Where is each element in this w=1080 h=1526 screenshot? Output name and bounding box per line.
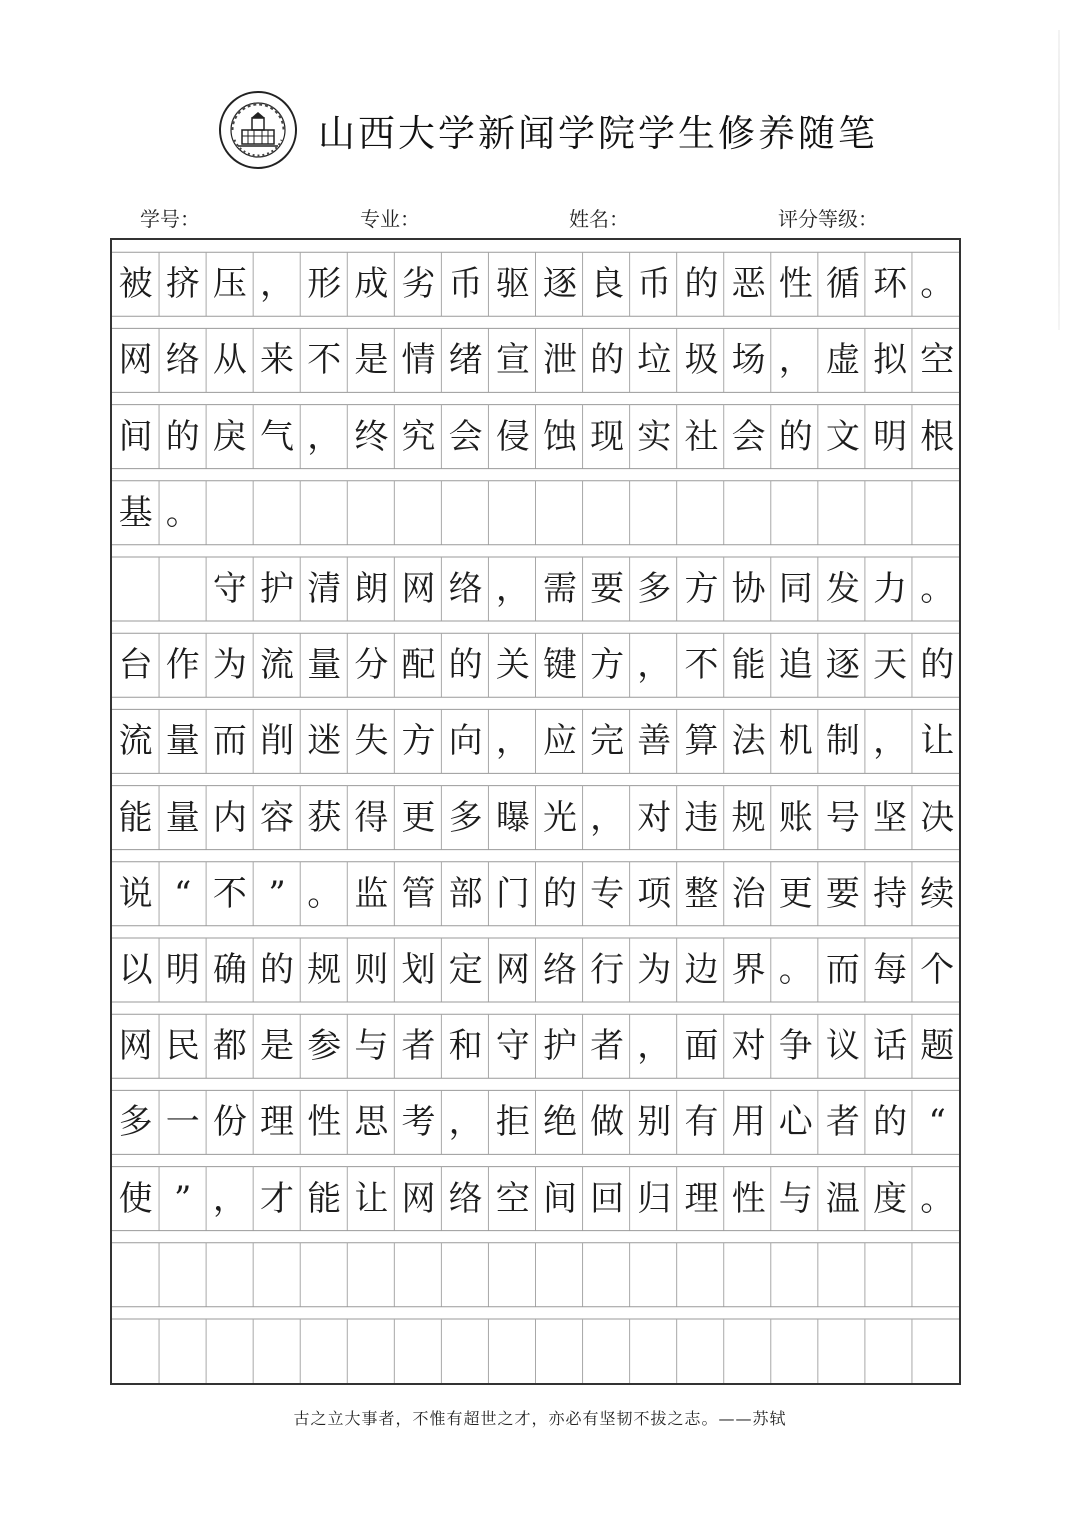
essay-char	[206, 481, 253, 545]
essay-char: 网	[401, 569, 436, 609]
essay-char: 究	[401, 416, 436, 457]
essay-char: 归	[637, 1178, 672, 1219]
essay-char: 参	[307, 1026, 342, 1067]
essay-char: 光	[542, 797, 577, 838]
essay-char: 性	[731, 1178, 766, 1219]
essay-char	[442, 1243, 489, 1307]
essay-char: 治	[731, 873, 766, 914]
essay-char: 压	[212, 264, 247, 305]
essay-char: 有	[684, 1102, 719, 1143]
essay-char: 更	[401, 797, 436, 838]
essay-char: 让	[354, 1178, 389, 1219]
essay-char: 络	[448, 1178, 483, 1219]
essay-char: 明	[873, 416, 908, 457]
essay-char	[772, 1319, 819, 1383]
essay-char	[867, 1243, 914, 1307]
essay-char: 以	[118, 950, 153, 990]
essay-char: 容	[260, 797, 295, 838]
essay-char: 被	[118, 264, 153, 305]
essay-char: 。	[307, 873, 342, 914]
essay-char: 个	[920, 950, 955, 990]
essay-char: 能	[731, 645, 766, 686]
essay-char: 配	[401, 645, 436, 686]
essay-char: 理	[260, 1102, 295, 1143]
essay-char: 现	[590, 416, 625, 457]
essay-char: 对	[637, 797, 672, 838]
essay-char: “	[174, 873, 192, 914]
essay-char: 度	[873, 1178, 908, 1219]
essay-char: 量	[165, 797, 200, 838]
essay-char	[631, 481, 678, 545]
essay-char: 部	[448, 873, 483, 914]
essay-char: 获	[307, 797, 342, 838]
essay-char: 挤	[165, 264, 200, 305]
essay-char: 温	[825, 1178, 860, 1219]
essay-char: 坚	[873, 797, 908, 838]
essay-char: 削	[260, 721, 295, 762]
essay-char: 决	[920, 797, 955, 838]
essay-char: 绪	[448, 340, 483, 381]
essay-char: 情	[401, 340, 436, 381]
essay-char: 圾	[684, 340, 719, 381]
essay-char: 追	[778, 645, 813, 686]
essay-char: 而	[825, 950, 860, 990]
essay-char: 空	[920, 340, 955, 381]
essay-char: ”	[268, 873, 286, 914]
essay-char: 用	[731, 1102, 766, 1143]
essay-char	[819, 1319, 866, 1383]
essay-char: 力	[873, 569, 908, 609]
essay-char: 做	[590, 1102, 625, 1143]
essay-char: 份	[212, 1102, 247, 1143]
essay-char: 与	[778, 1178, 813, 1219]
essay-char: 需	[542, 569, 577, 609]
essay-char: 一	[165, 1102, 200, 1143]
essay-char	[348, 1243, 395, 1307]
essay-char	[253, 1319, 300, 1383]
essay-char: 从	[212, 340, 247, 381]
essay-char: 不	[212, 873, 247, 914]
essay-char: 管	[401, 873, 436, 914]
essay-char: 泄	[542, 340, 577, 381]
essay-char	[536, 1243, 583, 1307]
essay-char: 发	[825, 569, 860, 609]
grade-label: 评分等级：	[778, 207, 878, 231]
essay-char	[631, 1243, 678, 1307]
essay-char: 同	[778, 569, 813, 609]
essay-char: 形	[307, 264, 342, 305]
essay-char: 场	[731, 340, 766, 381]
essay-char: 行	[590, 950, 625, 990]
footer-quote: 古之立大事者，不惟有超世之才，亦必有坚韧不拔之志。——苏轼	[293, 1409, 787, 1428]
essay-char	[253, 1243, 300, 1307]
essay-char	[395, 1319, 442, 1383]
essay-char: 网	[118, 1026, 153, 1067]
essay-char: 气	[260, 416, 295, 457]
essay-char: 得	[354, 797, 389, 838]
essay-char: 清	[307, 569, 342, 609]
essay-char: 循	[825, 264, 860, 305]
essay-char: 文	[825, 416, 860, 457]
student-id-label: 学号：	[140, 207, 200, 231]
scan-edge-artifact	[1058, 30, 1060, 330]
essay-char	[867, 1319, 914, 1383]
essay-char: 护	[542, 1026, 577, 1067]
essay-char: 根	[920, 416, 955, 457]
essay-char: 让	[920, 721, 955, 762]
essay-char: 向	[448, 721, 483, 762]
essay-char: 要	[825, 873, 860, 914]
essay-char: 驱	[495, 264, 530, 305]
essay-char	[584, 1243, 631, 1307]
essay-char	[348, 1319, 395, 1383]
essay-char: 制	[825, 721, 860, 762]
essay-char: 定	[448, 950, 483, 990]
essay-char	[678, 1319, 725, 1383]
essay-char: 良	[590, 264, 625, 305]
essay-char: 间	[542, 1178, 577, 1219]
essay-char: 续	[920, 873, 955, 914]
essay-char: 的	[873, 1102, 908, 1143]
essay-line	[112, 786, 959, 850]
essay-char	[395, 1243, 442, 1307]
essay-char	[536, 1319, 583, 1383]
essay-char: 逐	[825, 645, 860, 686]
essay-char: 戾	[212, 416, 247, 457]
essay-char: 不	[307, 340, 342, 381]
essay-char: 恶	[731, 264, 766, 305]
essay-char: 边	[684, 950, 719, 990]
essay-char: 应	[542, 721, 577, 762]
essay-char: 的	[684, 264, 719, 305]
essay-char: 每	[873, 950, 908, 990]
essay-char: 能	[307, 1178, 342, 1219]
essay-char: 络	[542, 950, 577, 990]
essay-char: 的	[590, 340, 625, 381]
essay-char	[301, 1243, 348, 1307]
essay-char	[584, 481, 631, 545]
essay-char: 对	[731, 1026, 766, 1067]
essay-char: 侵	[495, 416, 530, 457]
essay-char: ，	[448, 1102, 483, 1143]
essay-line	[112, 557, 959, 621]
essay-char: 作	[165, 645, 200, 686]
essay-char: ，	[495, 721, 530, 762]
essay-char: 护	[260, 569, 295, 609]
essay-char: 环	[873, 264, 908, 305]
essay-char: 多	[448, 797, 483, 838]
essay-char: ，	[778, 340, 813, 381]
essay-line	[112, 1090, 959, 1154]
essay-char: 。	[165, 492, 200, 533]
essay-char: 协	[731, 569, 766, 609]
essay-char: 币	[448, 264, 483, 305]
essay-char: 间	[118, 416, 153, 457]
essay-char: 项	[637, 873, 672, 914]
essay-char: 争	[778, 1026, 813, 1067]
essay-char: 朗	[354, 569, 389, 609]
essay-char: 网	[118, 340, 153, 381]
essay-char	[206, 1319, 253, 1383]
essay-char: 终	[354, 416, 389, 457]
essay-char	[159, 1243, 206, 1307]
essay-char	[442, 481, 489, 545]
essay-line	[112, 709, 959, 773]
essay-char: 台	[118, 645, 153, 686]
essay-char: 空	[495, 1178, 530, 1219]
essay-char: 与	[354, 1026, 389, 1067]
essay-char: ”	[174, 1178, 192, 1219]
essay-char: 失	[354, 721, 389, 762]
major-label: 专业：	[360, 207, 420, 231]
essay-char: 虚	[825, 340, 860, 381]
essay-char	[159, 1319, 206, 1383]
essay-line	[112, 1319, 959, 1383]
essay-char: 的	[778, 416, 813, 457]
essay-char: 网	[495, 950, 530, 990]
essay-char: 流	[118, 721, 153, 762]
essay-char: 络	[165, 340, 200, 381]
essay-line	[112, 938, 959, 1002]
essay-char: 都	[212, 1026, 247, 1067]
essay-char: 回	[590, 1178, 625, 1219]
essay-char: 性	[307, 1102, 342, 1143]
essay-char: 拟	[873, 340, 908, 381]
essay-char	[914, 1243, 961, 1307]
essay-char: 网	[401, 1178, 436, 1219]
essay-char: 界	[731, 950, 766, 990]
essay-char: 要	[590, 569, 625, 609]
essay-char	[442, 1319, 489, 1383]
essay-char	[914, 1319, 961, 1383]
essay-char	[584, 1319, 631, 1383]
essay-char: 社	[684, 416, 719, 457]
essay-char: 。	[778, 950, 813, 990]
essay-char: 的	[542, 873, 577, 914]
essay-char: 违	[684, 797, 719, 838]
essay-char: 则	[354, 950, 389, 990]
essay-char: 者	[590, 1026, 625, 1067]
essay-char: 和	[448, 1026, 483, 1067]
essay-char: 账	[778, 797, 813, 838]
essay-char: 考	[401, 1102, 436, 1143]
name-label: 姓名：	[569, 207, 629, 231]
essay-char: 的	[920, 645, 955, 686]
essay-char	[678, 481, 725, 545]
essay-char: 实	[637, 416, 672, 457]
essay-char	[914, 481, 961, 545]
essay-char: ，	[637, 645, 672, 686]
essay-char	[489, 1319, 536, 1383]
essay-line	[112, 1167, 959, 1231]
essay-char	[725, 1319, 772, 1383]
essay-char: 守	[212, 569, 247, 609]
essay-char: 绝	[542, 1102, 577, 1143]
essay-char: 不	[684, 645, 719, 686]
essay-char	[489, 1243, 536, 1307]
essay-char: 基	[118, 492, 153, 533]
essay-char: 心	[778, 1102, 813, 1143]
essay-char: 别	[637, 1102, 672, 1143]
essay-char: 多	[118, 1102, 153, 1143]
essay-char: 者	[825, 1102, 860, 1143]
essay-char: 拒	[495, 1102, 530, 1143]
essay-char: 机	[778, 721, 813, 762]
essay-char: 民	[165, 1026, 200, 1067]
essay-char	[489, 481, 536, 545]
essay-char: 而	[212, 721, 247, 762]
essay-char: 络	[448, 569, 483, 609]
essay-char: 善	[637, 721, 672, 762]
essay-char: 性	[778, 264, 813, 305]
essay-char: ，	[590, 797, 625, 838]
essay-char: 更	[778, 873, 813, 914]
essay-char: 是	[260, 1026, 295, 1067]
essay-char	[301, 1319, 348, 1383]
writing-grid-sheet	[110, 238, 961, 1385]
essay-char	[867, 481, 914, 545]
essay-char: 方	[590, 645, 625, 686]
essay-char	[112, 1243, 159, 1307]
essay-char: “	[928, 1102, 946, 1143]
essay-char: 说	[118, 873, 153, 914]
essay-char	[206, 1243, 253, 1307]
essay-char: 币	[637, 264, 672, 305]
essay-line	[112, 405, 959, 469]
essay-char: 监	[354, 873, 389, 914]
essay-char	[112, 1319, 159, 1383]
essay-char	[631, 1319, 678, 1383]
essay-char: 持	[873, 873, 908, 914]
essay-char: ，	[260, 264, 295, 305]
essay-char: 算	[684, 721, 719, 762]
essay-char: 垃	[637, 340, 672, 381]
essay-line	[112, 252, 959, 316]
essay-char: ，	[873, 721, 908, 762]
essay-char: 的	[260, 950, 295, 990]
essay-char: 确	[212, 950, 247, 990]
essay-char: 整	[684, 873, 719, 914]
essay-char: 来	[260, 340, 295, 381]
essay-char: 。	[920, 569, 955, 609]
essay-char	[772, 481, 819, 545]
essay-char: 宣	[495, 340, 530, 381]
essay-char: ，	[212, 1178, 247, 1219]
essay-char: 键	[542, 645, 577, 686]
essay-char	[536, 481, 583, 545]
essay-char: 面	[684, 1026, 719, 1067]
essay-char	[678, 1243, 725, 1307]
essay-char: ，	[495, 569, 530, 609]
essay-char: 分	[354, 645, 389, 686]
essay-char: 明	[165, 950, 200, 990]
student-info-row	[0, 203, 1080, 233]
essay-char: 多	[637, 569, 672, 609]
essay-char: 门	[495, 873, 530, 914]
essay-char: 完	[590, 721, 625, 762]
essay-char: 天	[873, 645, 908, 686]
essay-char: 。	[920, 1178, 955, 1219]
essay-char	[301, 481, 348, 545]
essay-char: 理	[684, 1178, 719, 1219]
essay-char: 号	[825, 797, 860, 838]
essay-line	[112, 481, 959, 545]
shanxi-university-seal-icon	[218, 90, 298, 170]
essay-char: 划	[401, 950, 436, 990]
essay-char: 劣	[401, 264, 436, 305]
essay-char	[395, 481, 442, 545]
essay-char: 才	[260, 1178, 295, 1219]
essay-char	[253, 481, 300, 545]
essay-line	[112, 328, 959, 392]
essay-line	[112, 1243, 959, 1307]
essay-line	[112, 1014, 959, 1078]
essay-char	[725, 1243, 772, 1307]
essay-char: 方	[684, 569, 719, 609]
essay-char: 会	[731, 416, 766, 457]
essay-char: 量	[165, 721, 200, 762]
essay-char	[112, 557, 159, 621]
essay-line	[112, 633, 959, 697]
essay-char	[772, 1243, 819, 1307]
essay-char: 的	[165, 416, 200, 457]
essay-text	[112, 240, 959, 1383]
essay-char	[725, 481, 772, 545]
essay-char: 的	[448, 645, 483, 686]
essay-char: 为	[637, 950, 672, 990]
essay-char: 成	[354, 264, 389, 305]
essay-char: 量	[307, 645, 342, 686]
essay-char: 关	[495, 645, 530, 686]
essay-char: 。	[920, 264, 955, 305]
essay-char	[348, 481, 395, 545]
essay-char: 题	[920, 1026, 955, 1067]
essay-char: 者	[401, 1026, 436, 1067]
essay-char: 流	[260, 645, 295, 686]
essay-char: 会	[448, 416, 483, 457]
essay-char	[819, 1243, 866, 1307]
essay-char: 方	[401, 721, 436, 762]
essay-char: 议	[825, 1026, 860, 1067]
page-title: 山西大学新闻学院学生修养随笔	[318, 112, 878, 155]
essay-char: 思	[354, 1102, 389, 1143]
essay-char: 内	[212, 797, 247, 838]
essay-char: 话	[873, 1026, 908, 1067]
essay-char: 能	[118, 797, 153, 838]
essay-char: 是	[354, 340, 389, 381]
essay-char: 规	[307, 950, 342, 990]
essay-char	[819, 481, 866, 545]
essay-char: 专	[590, 873, 625, 914]
essay-char: 迷	[307, 721, 342, 762]
essay-char: ，	[637, 1026, 672, 1067]
essay-char: 蚀	[542, 416, 577, 457]
essay-char: 逐	[542, 264, 577, 305]
essay-char: 曝	[495, 797, 530, 838]
essay-char	[159, 557, 206, 621]
essay-char: 法	[731, 721, 766, 762]
page-header	[218, 90, 878, 170]
essay-char: 使	[118, 1178, 153, 1219]
essay-char: 为	[212, 645, 247, 686]
essay-char: 规	[731, 797, 766, 838]
essay-char: ，	[307, 416, 342, 457]
essay-line	[112, 862, 959, 926]
essay-char: 守	[495, 1026, 530, 1067]
